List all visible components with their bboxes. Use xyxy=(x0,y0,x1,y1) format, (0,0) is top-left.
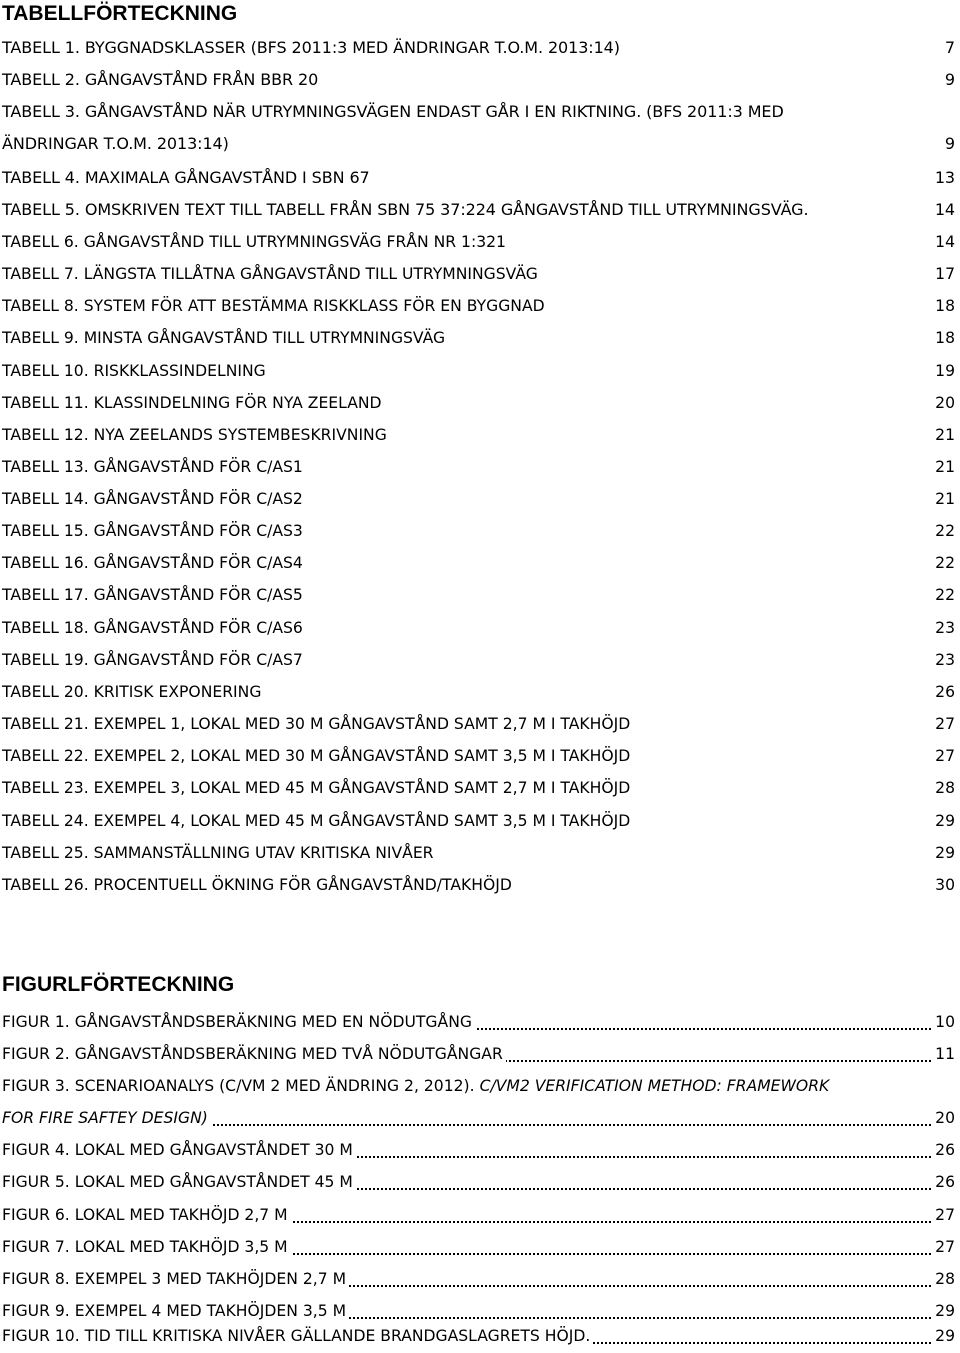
entry-title: TABELL 23. EXEMPEL 3, LOKAL MED 45 M GÅNGAVSTÅND SAMT 2,7 M I TAKHÖJD xyxy=(2,779,631,797)
entry-page: 7 xyxy=(944,38,955,57)
entry-title: TABELL 7. LÄNGSTA TILLÅTNA GÅNGAVSTÅND TILL UTRYMNINGSVÄG xyxy=(2,265,538,283)
table-entry[interactable] xyxy=(2,324,955,352)
table-entry[interactable] xyxy=(2,742,955,770)
entry-page: 26 xyxy=(933,1168,955,1196)
entry-title: TABELL 5. OMSKRIVEN TEXT TILL TABELL FRÅN SBN 75 37:224 GÅNGAVSTÅND TILL UTRYMNINGSVÄG. xyxy=(2,200,809,219)
entry-title: TABELL 11. KLASSINDELNING FÖR NYA ZEELAND xyxy=(2,394,382,412)
entry-title: FIGUR 4. LOKAL MED GÅNGAVSTÅNDET 30 M xyxy=(2,1136,356,1164)
table-entry[interactable] xyxy=(2,292,955,320)
entry-title: TABELL 1. BYGGNADSKLASSER (BFS 2011:3 MED ÄNDRINGAR T.O.M. 2013:14) xyxy=(2,38,620,57)
entry-page: 29 xyxy=(933,1322,955,1350)
entry-page: 20 xyxy=(933,1104,955,1132)
figure-entry[interactable] xyxy=(2,1008,955,1036)
entry-title: TABELL 9. MINSTA GÅNGAVSTÅND TILL UTRYMNINGSVÄG xyxy=(2,329,446,347)
entry-page: 21 xyxy=(935,490,955,508)
entry-page: 22 xyxy=(935,554,955,572)
entry-title: TABELL 15. GÅNGAVSTÅND FÖR C/AS3 xyxy=(2,522,303,540)
entry-page: 17 xyxy=(935,265,955,283)
entry-title-main: FIGUR 3. SCENARIOANALYS (C/VM 2 MED ÄNDRING 2, 2012). xyxy=(2,1077,475,1095)
table-entry[interactable] xyxy=(2,807,955,835)
entry-title: TABELL 22. EXEMPEL 2, LOKAL MED 30 M GÅNGAVSTÅND SAMT 3,5 M I TAKHÖJD xyxy=(2,747,631,765)
entry-page: 28 xyxy=(935,779,955,797)
table-entry[interactable] xyxy=(2,710,955,738)
entry-title: TABELL 18. GÅNGAVSTÅND FÖR C/AS6 xyxy=(2,619,303,637)
figure-entry[interactable] xyxy=(2,1072,955,1132)
entry-page: 19 xyxy=(935,362,955,380)
table-entry[interactable] xyxy=(2,196,955,224)
entry-page: 9 xyxy=(944,134,955,153)
entry-title-italic: C/VM2 VERIFICATION METHOD: FRAMEWORK xyxy=(479,1077,830,1095)
entry-title: TABELL 25. SAMMANSTÄLLNING UTAV KRITISKA NIVÅER xyxy=(2,844,434,862)
entry-title: TABELL 8. SYSTEM FÖR ATT BESTÄMMA RISKKLASS FÖR EN BYGGNAD xyxy=(2,297,545,315)
entry-title: TABELL 12. NYA ZEELANDS SYSTEMBESKRIVNING xyxy=(2,426,387,444)
figure-entry[interactable] xyxy=(2,1136,955,1164)
entry-title: TABELL 26. PROCENTUELL ÖKNING FÖR GÅNGAVSTÅND/TAKHÖJD xyxy=(2,876,512,894)
entry-page: 18 xyxy=(935,297,955,315)
table-entry[interactable] xyxy=(2,485,955,513)
table-entry[interactable] xyxy=(2,646,955,674)
entry-title-continued: ÄNDRINGAR T.O.M. 2013:14) xyxy=(2,134,229,153)
table-entry[interactable] xyxy=(2,614,955,642)
entry-title: TABELL 20. KRITISK EXPONERING xyxy=(2,683,262,701)
entry-title: FIGUR 10. TID TILL KRITISKA NIVÅER GÄLLANDE BRANDGASLAGRETS HÖJD. xyxy=(2,1322,593,1350)
table-entry[interactable] xyxy=(2,389,955,417)
entry-page: 28 xyxy=(933,1265,955,1293)
entry-title: TABELL 13. GÅNGAVSTÅND FÖR C/AS1 xyxy=(2,458,303,476)
table-entry[interactable] xyxy=(2,453,955,481)
entry-page: 22 xyxy=(935,522,955,540)
entry-title: TABELL 21. EXEMPEL 1, LOKAL MED 30 M GÅNGAVSTÅND SAMT 2,7 M I TAKHÖJD xyxy=(2,715,631,733)
entry-title: TABELL 24. EXEMPEL 4, LOKAL MED 45 M GÅNGAVSTÅND SAMT 3,5 M I TAKHÖJD xyxy=(2,812,631,830)
table-entry[interactable] xyxy=(2,98,955,158)
table-entry[interactable] xyxy=(2,581,955,609)
entry-page: 23 xyxy=(935,619,955,637)
entry-page: 30 xyxy=(935,876,955,894)
entry-page: 14 xyxy=(934,200,955,219)
figure-entry[interactable] xyxy=(2,1265,955,1293)
table-entry[interactable] xyxy=(2,549,955,577)
entry-title: FIGUR 7. LOKAL MED TAKHÖJD 3,5 M xyxy=(2,1233,291,1261)
table-entry[interactable] xyxy=(2,164,955,192)
entry-title: TABELL 6. GÅNGAVSTÅND TILL UTRYMNINGSVÄG FRÅN NR 1:321 xyxy=(2,233,506,251)
entry-title: TABELL 14. GÅNGAVSTÅND FÖR C/AS2 xyxy=(2,490,303,508)
entry-page: 21 xyxy=(935,458,955,476)
entry-page: 13 xyxy=(934,168,955,187)
entry-title: TABELL 10. RISKKLASSINDELNING xyxy=(2,362,266,380)
entry-page: 14 xyxy=(935,233,955,251)
table-entry[interactable] xyxy=(2,774,955,802)
entry-page: 27 xyxy=(935,715,955,733)
entry-page: 26 xyxy=(933,1136,955,1164)
tables-heading: TABELLFÖRTECKNING xyxy=(2,2,238,25)
entry-title xyxy=(2,1072,832,1100)
figure-entry[interactable] xyxy=(2,1322,955,1350)
figure-entry[interactable] xyxy=(2,1233,955,1261)
entry-title: FIGUR 6. LOKAL MED TAKHÖJD 2,7 M xyxy=(2,1201,291,1229)
figures-heading: FIGURLFÖRTECKNING xyxy=(2,973,235,996)
entry-title: FIGUR 2. GÅNGAVSTÅNDSBERÄKNING MED TVÅ NÖDUTGÅNGAR xyxy=(2,1040,506,1068)
entry-title: TABELL 16. GÅNGAVSTÅND FÖR C/AS4 xyxy=(2,554,303,572)
entry-title: TABELL 3. GÅNGAVSTÅND NÄR UTRYMNINGSVÄGEN ENDAST GÅR I EN RIKTNING. (BFS 2011:3 MED xyxy=(2,102,784,121)
figure-entry[interactable] xyxy=(2,1297,955,1325)
entry-page: 29 xyxy=(935,844,955,862)
entry-page: 10 xyxy=(933,1008,955,1036)
entry-title: FIGUR 9. EXEMPEL 4 MED TAKHÖJDEN 3,5 M xyxy=(2,1297,349,1325)
table-entry[interactable] xyxy=(2,839,955,867)
table-entry[interactable] xyxy=(2,421,955,449)
table-entry[interactable] xyxy=(2,66,955,94)
figure-entry[interactable] xyxy=(2,1201,955,1229)
table-entry[interactable] xyxy=(2,357,955,385)
figure-entry[interactable] xyxy=(2,1168,955,1196)
table-entry[interactable] xyxy=(2,678,955,706)
entry-title-continued: FOR FIRE SAFTEY DESIGN) xyxy=(2,1104,211,1132)
table-entry[interactable] xyxy=(2,517,955,545)
entry-title: TABELL 4. MAXIMALA GÅNGAVSTÅND I SBN 67 xyxy=(2,168,370,187)
entry-page: 27 xyxy=(933,1201,955,1229)
entry-title: FIGUR 5. LOKAL MED GÅNGAVSTÅNDET 45 M xyxy=(2,1168,356,1196)
entry-page: 26 xyxy=(935,683,955,701)
entry-page: 27 xyxy=(933,1233,955,1261)
entry-page: 21 xyxy=(935,426,955,444)
table-entry[interactable] xyxy=(2,260,955,288)
entry-page: 9 xyxy=(944,70,955,89)
figure-entry[interactable] xyxy=(2,1040,955,1068)
entry-page: 29 xyxy=(935,812,955,830)
entry-title: TABELL 19. GÅNGAVSTÅND FÖR C/AS7 xyxy=(2,651,303,669)
entry-page: 23 xyxy=(935,651,955,669)
entry-page: 11 xyxy=(933,1040,955,1068)
entry-page: 29 xyxy=(933,1297,955,1325)
entry-title: TABELL 2. GÅNGAVSTÅND FRÅN BBR 20 xyxy=(2,70,319,89)
entry-page: 20 xyxy=(935,394,955,412)
entry-page: 18 xyxy=(935,329,955,347)
table-entry[interactable] xyxy=(2,228,955,256)
table-entry[interactable] xyxy=(2,871,955,899)
entry-page: 27 xyxy=(935,747,955,765)
entry-page: 22 xyxy=(935,586,955,604)
entry-title: FIGUR 8. EXEMPEL 3 MED TAKHÖJDEN 2,7 M xyxy=(2,1265,349,1293)
table-entry[interactable] xyxy=(2,34,955,62)
entry-title: FIGUR 1. GÅNGAVSTÅNDSBERÄKNING MED EN NÖDUTGÅNG xyxy=(2,1008,475,1036)
entry-title: TABELL 17. GÅNGAVSTÅND FÖR C/AS5 xyxy=(2,586,303,604)
